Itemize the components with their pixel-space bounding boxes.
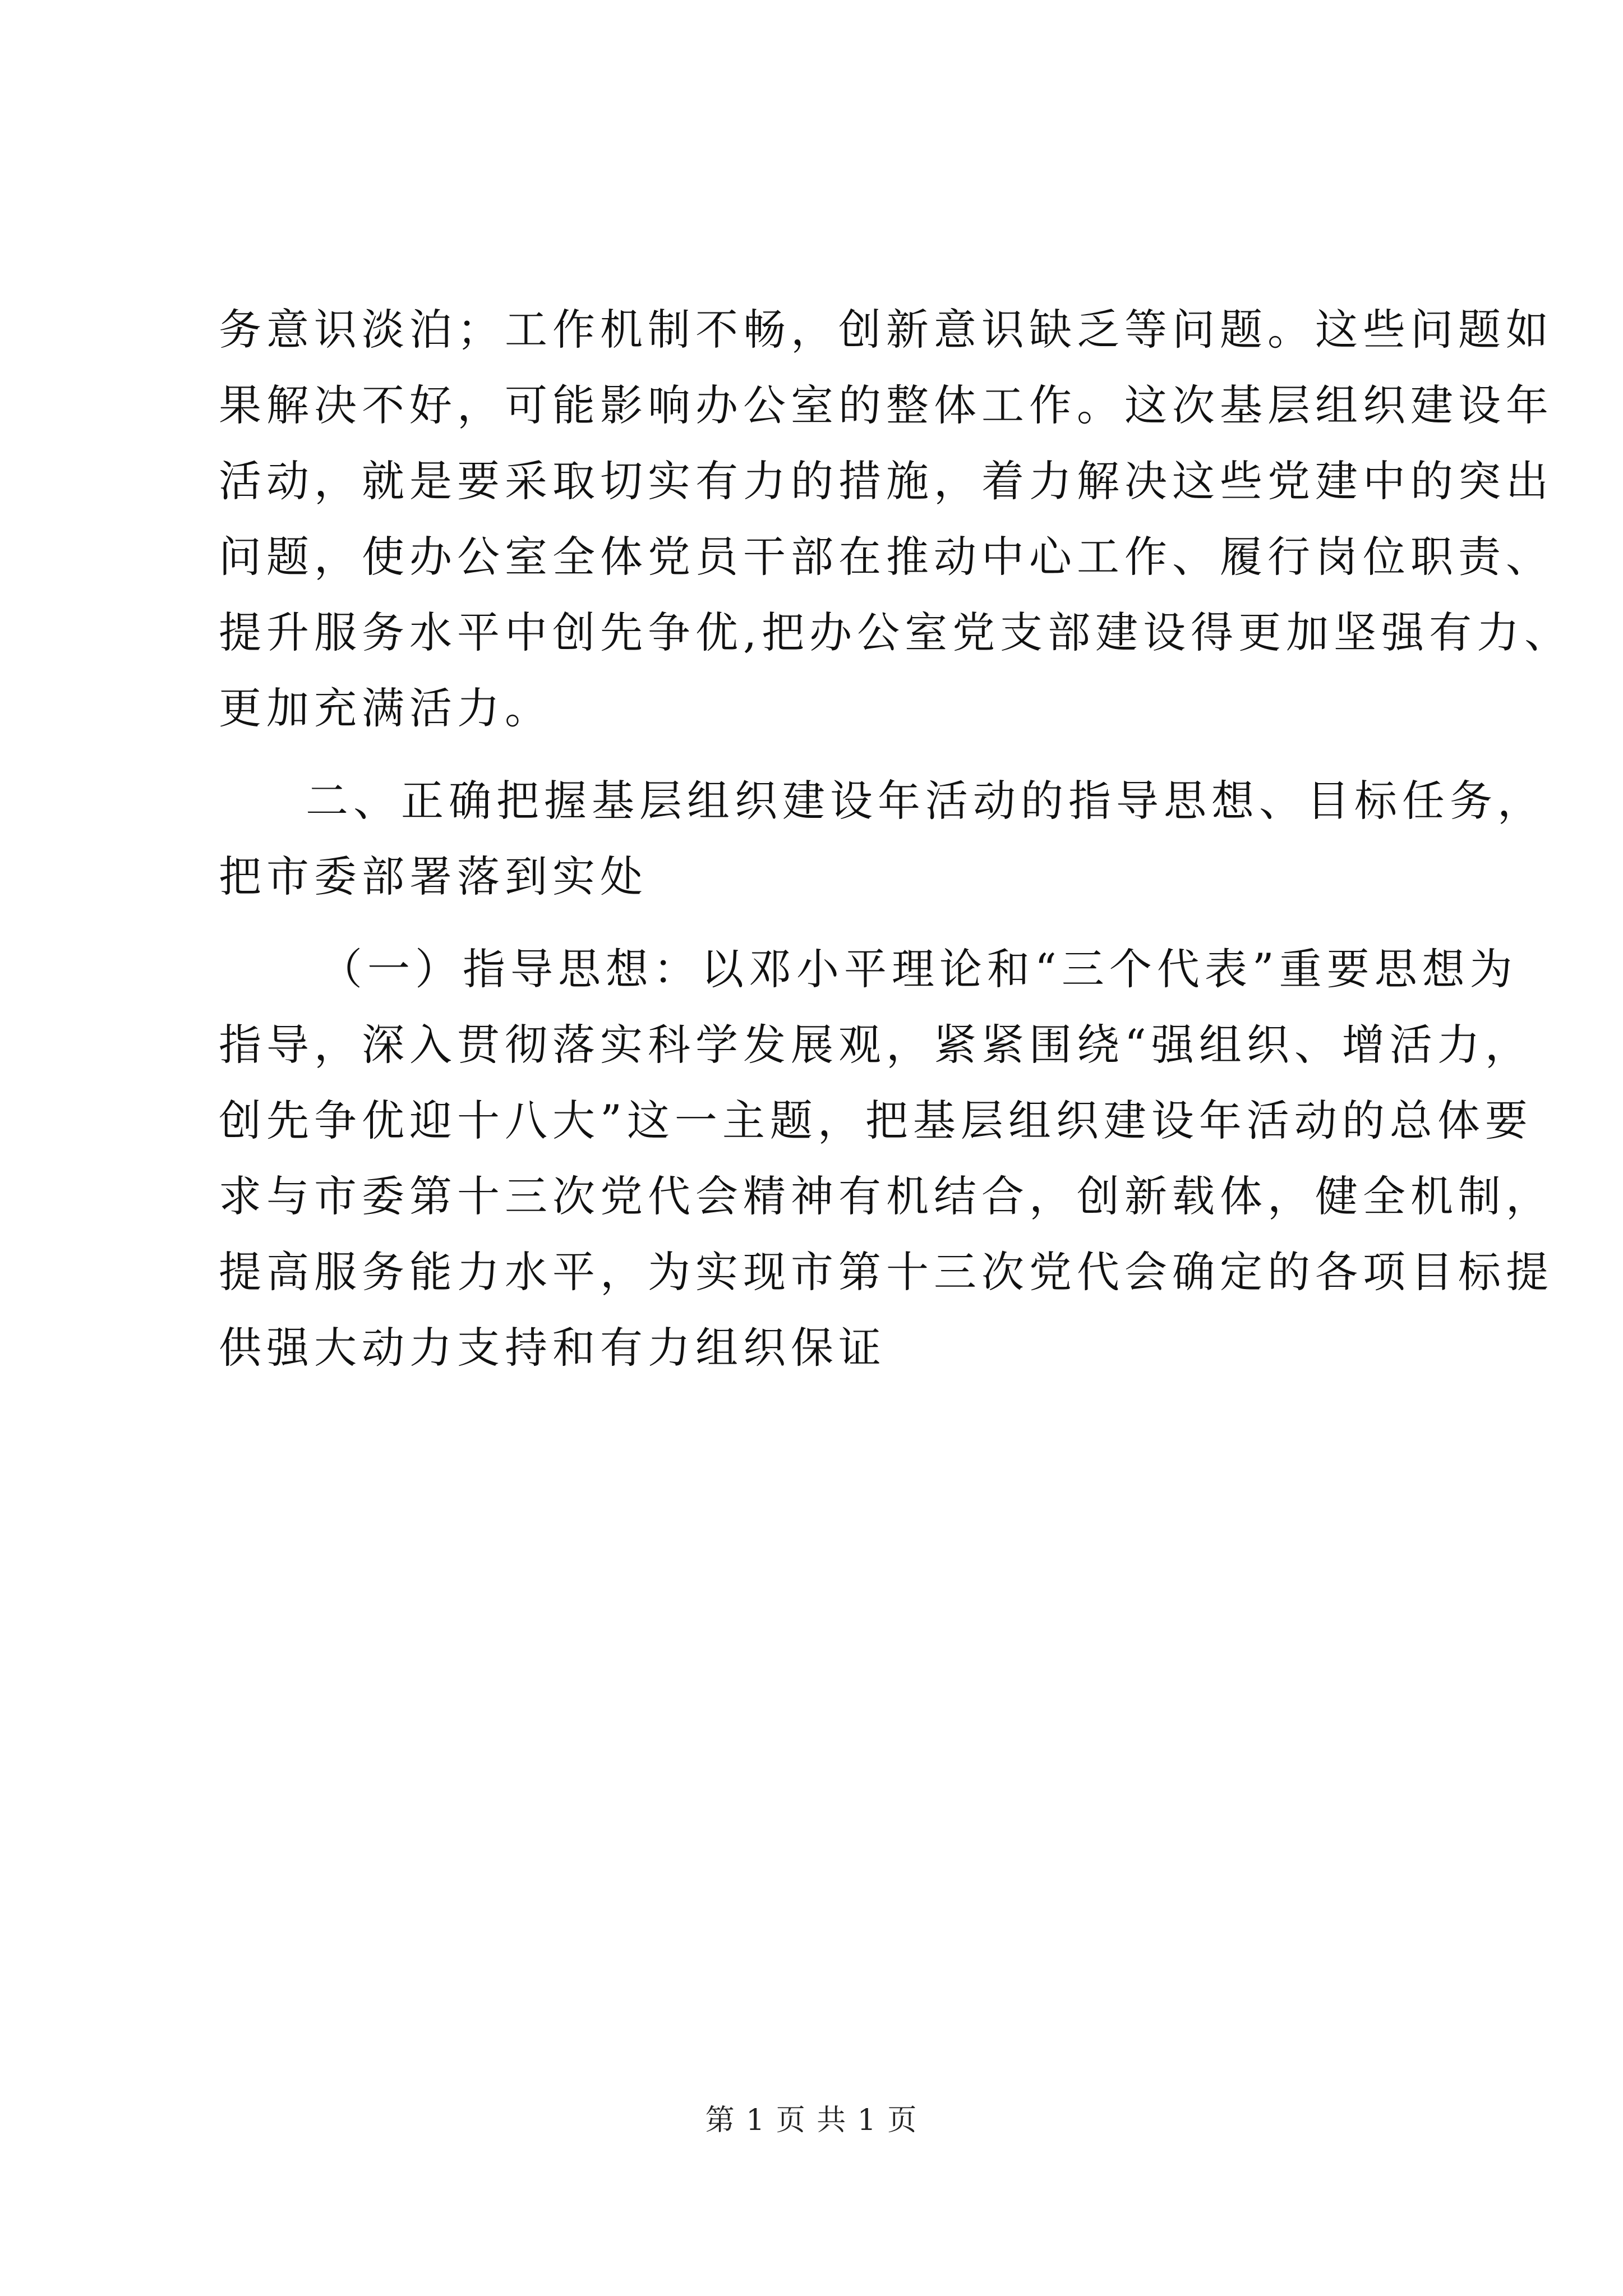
- paragraph-problems: [219, 292, 1573, 746]
- text-line: 务意识淡泊；工作机制不畅，创新意识缺乏等问题。这些问题如: [219, 305, 1553, 355]
- text-line: 指导，深入贯彻落实科学发展观，紧紧围绕“强组织、增活力，: [219, 1020, 1533, 1070]
- text-line: 提升服务水平中创先争优,把办公室党支部建设得更加坚强有力、: [219, 608, 1573, 657]
- text-line: 提高服务能力水平，为实现市第十三次党代会确定的各项目标提: [219, 1247, 1553, 1297]
- text-line: 求与市委第十三次党代会精神有机结合，创新载体，健全机制，: [219, 1171, 1553, 1221]
- section-heading-2: [219, 763, 1545, 914]
- text-line: 更加充满活力。: [219, 683, 552, 733]
- document-body: [219, 292, 1573, 1386]
- page-footer: [0, 2098, 1623, 2143]
- text-line: （一）指导思想：以邓小平理论和“三个代表”重要思想为: [320, 944, 1518, 994]
- paragraph-guiding-ideology: [219, 931, 1553, 1386]
- text-line: 供强大动力支持和有力组织保证: [219, 1323, 886, 1373]
- heading-line: 把市委部署落到实处: [219, 852, 648, 901]
- text-line: 果解决不好，可能影响办公室的整体工作。这次基层组织建设年: [219, 380, 1553, 430]
- text-line: 活动，就是要采取切实有力的措施，着力解决这些党建中的突出: [219, 456, 1553, 506]
- text-line: 问题，使办公室全体党员干部在推动中心工作、履行岗位职责、: [219, 532, 1553, 582]
- paragraph-spacer: [219, 914, 1424, 931]
- paragraph-spacer: [219, 746, 1424, 763]
- text-line: 创先争优迎十八大”这一主题，把基层组织建设年活动的总体要: [219, 1096, 1533, 1145]
- page-number: 第 1 页 共 1 页: [705, 2104, 918, 2137]
- heading-line: 二、正确把握基层组织建设年活动的指导思想、目标任务，: [306, 776, 1545, 826]
